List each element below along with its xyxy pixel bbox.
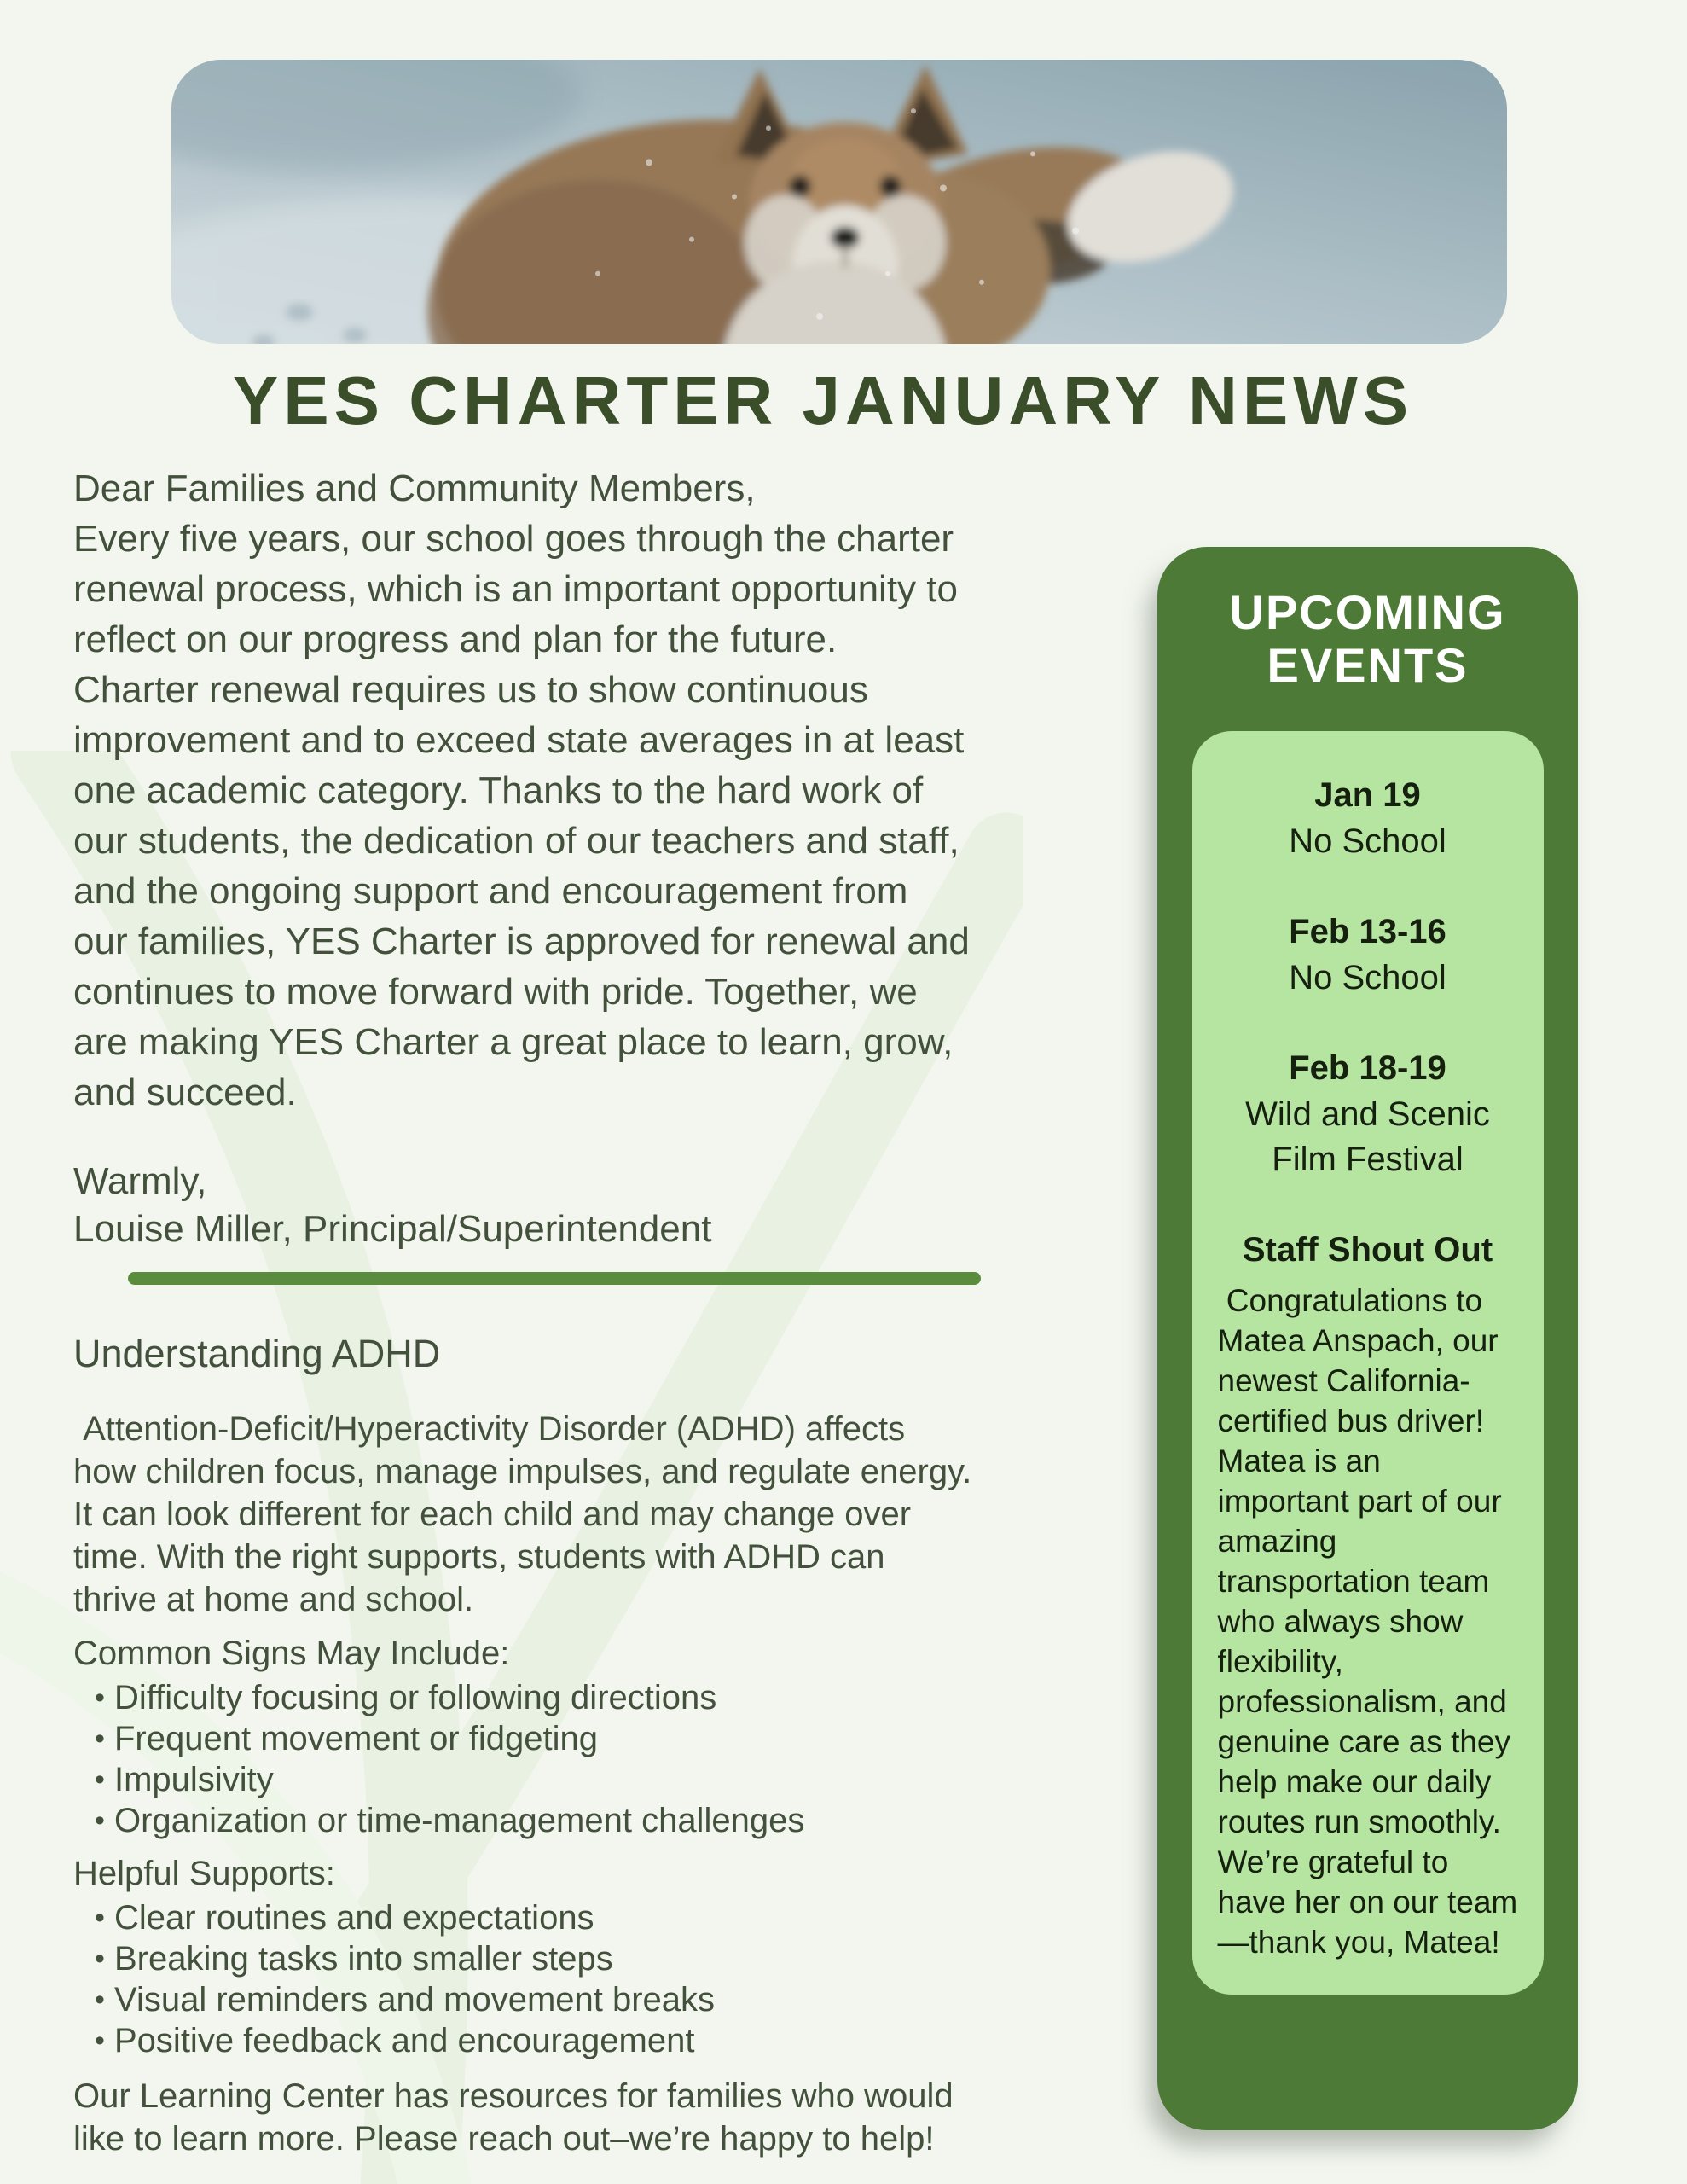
letter-line: improvement and to exceed state averages in at least	[73, 719, 965, 761]
staff-shoutout-heading: Staff Shout Out	[1242, 1231, 1493, 1269]
list-item	[73, 1759, 1158, 1800]
event-date: Jan 19	[1314, 776, 1421, 814]
list-item-label: Visual reminders and movement breaks	[114, 1981, 716, 2018]
letter-line: reflect on our progress and plan for the future.	[73, 619, 838, 660]
letter-line: Charter renewal requires us to show continuous	[73, 669, 868, 711]
event-date: Feb 13-16	[1289, 913, 1446, 950]
bullet-icon: •	[95, 1722, 105, 1755]
list-item-label: Difficulty focusing or following directions	[114, 1679, 717, 1716]
learning-center-note	[73, 2075, 1158, 2160]
list-item-label: Impulsivity	[114, 1761, 274, 1798]
list-item-label: Organization or time-management challenges	[114, 1802, 805, 1839]
upcoming-events-title	[1157, 586, 1578, 692]
list-item-label: Clear routines and expectations	[114, 1899, 594, 1937]
bullet-icon: •	[95, 1763, 105, 1796]
letter-line: our families, YES Charter is approved for renewal and	[73, 921, 970, 962]
events-card	[1192, 731, 1544, 1995]
common-signs-list	[73, 1677, 1158, 1841]
sidebar-title-line1: UPCOMING	[1229, 585, 1506, 639]
principal-letter	[73, 463, 1158, 1118]
letter-line: Dear Families and Community Members,	[73, 468, 756, 509]
bullet-icon: •	[95, 1902, 105, 1934]
letter-line: and the ongoing support and encouragement from	[73, 870, 908, 912]
adhd-intro-line: how children focus, manage impulses, and regulate energy.	[73, 1453, 972, 1490]
list-item	[73, 1979, 1158, 2020]
adhd-intro-line: It can look different for each child and may change over	[73, 1496, 912, 1533]
list-item	[73, 1677, 1158, 1718]
main-column	[73, 463, 1158, 2160]
outro-line: Our Learning Center has resources for families who would	[73, 2077, 954, 2115]
list-item	[73, 1800, 1158, 1841]
event-block	[1218, 909, 1518, 1001]
event-block	[1218, 772, 1518, 864]
bullet-icon: •	[95, 1943, 105, 1975]
event-description: Wild and Scenic Film Festival	[1245, 1095, 1490, 1178]
letter-line: one academic category. Thanks to the hard work of	[73, 770, 924, 811]
hero-photo-frame	[171, 60, 1507, 344]
letter-line: and succeed.	[73, 1072, 297, 1113]
list-item	[73, 2020, 1158, 2061]
outro-line: like to learn more. Please reach out–we’re happy to help!	[73, 2120, 935, 2158]
page-title: YES CHARTER JANUARY NEWS	[232, 363, 1414, 439]
letter-line: continues to move forward with pride. Together, we	[73, 971, 918, 1013]
letter-line: Every five years, our school goes through the charter	[73, 518, 954, 560]
event-date: Feb 18-19	[1289, 1049, 1446, 1087]
letter-line: renewal process, which is an important opportunity to	[73, 568, 958, 610]
adhd-intro-line: Attention-Deficit/Hyperactivity Disorder (ADHD) affects	[73, 1410, 906, 1448]
list-item	[73, 1718, 1158, 1759]
list-item	[73, 1897, 1158, 1938]
list-item-label: Positive feedback and encouragement	[114, 2022, 695, 2059]
helpful-supports-heading: Helpful Supports:	[73, 1855, 335, 1892]
sidebar-title-line2: EVENTS	[1267, 638, 1469, 692]
event-description: No School	[1289, 959, 1446, 996]
common-signs-heading: Common Signs May Include:	[73, 1635, 510, 1672]
adhd-section-heading: Understanding ADHD	[73, 1332, 441, 1375]
section-divider	[128, 1272, 981, 1285]
list-item	[73, 1938, 1158, 1979]
event-description: No School	[1289, 822, 1446, 860]
letter-line: are making YES Charter a great place to learn, grow,	[73, 1021, 954, 1063]
adhd-intro-paragraph	[73, 1408, 1158, 1621]
upcoming-events-panel	[1157, 547, 1578, 2130]
bullet-icon: •	[95, 2024, 105, 2057]
letter-signature: Louise Miller, Principal/Superintendent	[73, 1208, 712, 1250]
staff-shoutout-text: Congratulations to Matea Anspach, our newest California-certified bus driver! Matea is an important part of our amazing transportation team who always show flexibility, professionalism, and genuine care as they help make our daily routes run smoothly. We’re grateful to have her on our team—thank you, Matea!	[1217, 1283, 1520, 1960]
bullet-icon: •	[95, 1682, 105, 1714]
bullet-icon: •	[95, 1984, 105, 2016]
list-item-label: Frequent movement or fidgeting	[114, 1720, 598, 1757]
letter-closing: Warmly,	[73, 1160, 207, 1202]
adhd-intro-line: time. With the right supports, students with ADHD can	[73, 1538, 885, 1576]
bullet-icon: •	[95, 1804, 105, 1837]
fox-in-snow-photo	[171, 60, 1507, 344]
helpful-supports-list	[73, 1897, 1158, 2061]
list-item-label: Breaking tasks into smaller steps	[114, 1940, 613, 1978]
event-block	[1218, 1045, 1518, 1182]
adhd-intro-line: thrive at home and school.	[73, 1581, 474, 1618]
letter-line: our students, the dedication of our teachers and staff,	[73, 820, 959, 862]
